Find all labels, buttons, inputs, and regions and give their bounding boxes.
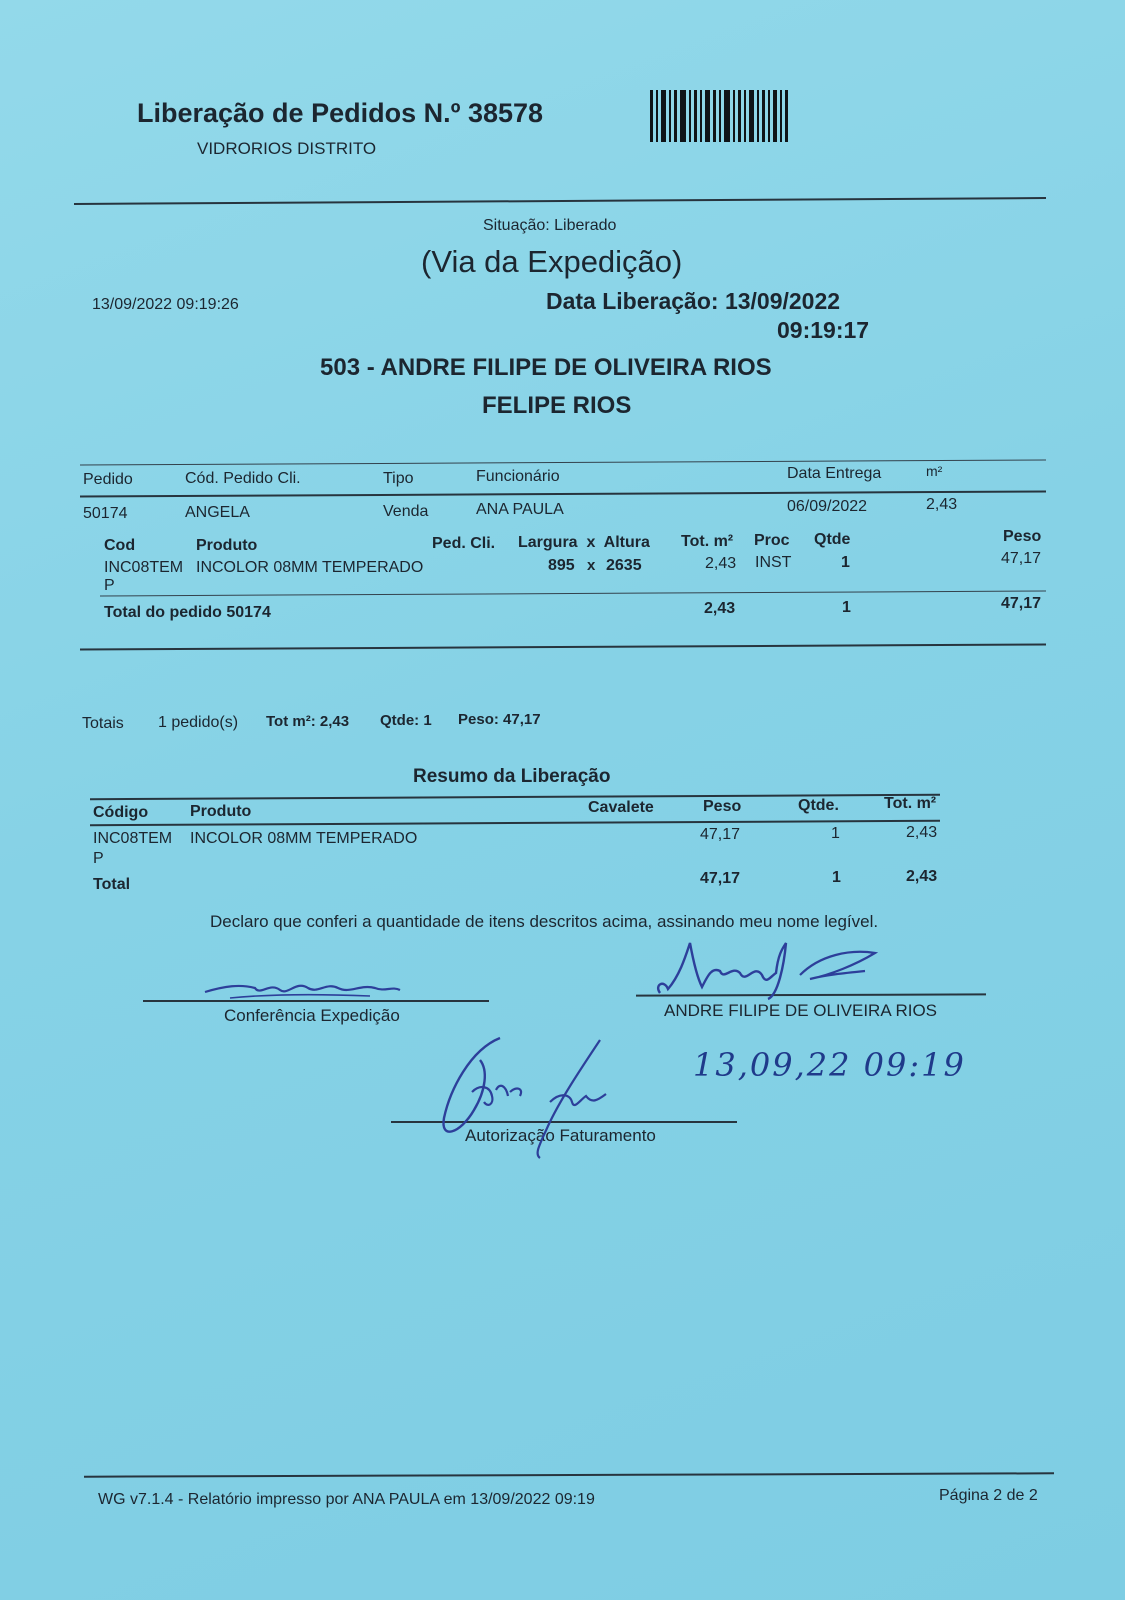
sig-line-conferencia	[143, 1000, 489, 1002]
order-funcionario: ANA PAULA	[476, 501, 564, 518]
data-liberacao: Data Liberação: 13/09/2022	[546, 288, 841, 314]
item-largura: 895	[548, 557, 575, 574]
col-cod-pedido-cli: Cód. Pedido Cli.	[185, 470, 301, 487]
sig-label-cliente: ANDRE FILIPE DE OLIVEIRA RIOS	[664, 1001, 938, 1020]
resumo-total-label: Total	[93, 876, 131, 893]
col-pedido: Pedido	[83, 471, 133, 488]
sig-label-conferencia: Conferência Expedição	[224, 1006, 400, 1025]
item-col-ped-cli: Ped. Cli.	[432, 535, 496, 552]
item-proc: INST	[755, 554, 792, 571]
item-col-peso: Peso	[1003, 528, 1042, 545]
resumo-total-tot-m2: 2,43	[906, 868, 938, 885]
sig-line-autorizacao	[391, 1121, 737, 1123]
data-liberacao-time: 09:19:17	[777, 317, 870, 343]
resumo-col-produto: Produto	[190, 803, 252, 820]
order-total-m2: 2,43	[704, 600, 736, 617]
totais-qtde: Qtde: 1	[380, 712, 432, 729]
totais-pedidos: 1 pedido(s)	[158, 714, 239, 731]
declaration: Declaro que conferi a quantidade de itens descritos acima, assinando meu nome legível.	[210, 912, 879, 931]
item-col-qtde: Qtde	[814, 531, 851, 548]
resumo-col-peso: Peso	[703, 798, 742, 815]
resumo-col-codigo: Código	[93, 804, 149, 821]
resumo-col-cavalete: Cavalete	[588, 799, 654, 816]
item-col-largura-altura: Largura x Altura	[518, 534, 650, 551]
report-title: Liberação de Pedidos N.º 38578	[137, 98, 544, 128]
item-col-produto: Produto	[196, 537, 258, 554]
totais-label: Totais	[82, 715, 124, 732]
item-col-tot-m2: Tot. m²	[681, 533, 734, 550]
order-total-qtde: 1	[842, 599, 851, 616]
item-col-proc: Proc	[754, 532, 790, 549]
col-funcionario: Funcionário	[476, 468, 560, 485]
item-qtde: 1	[841, 554, 850, 571]
resumo-title: Resumo da Liberação	[413, 766, 611, 787]
footer-page: Página 2 de 2	[939, 1487, 1038, 1504]
resumo-total-peso: 47,17	[700, 870, 741, 887]
resumo-produto: INCOLOR 08MM TEMPERADO	[190, 830, 418, 847]
order-total-peso: 47,17	[1001, 595, 1042, 612]
resumo-codigo: INC08TEM	[93, 830, 173, 847]
order-m2: 2,43	[926, 496, 958, 513]
resumo-col-qtde: Qtde.	[798, 797, 839, 814]
col-tipo: Tipo	[383, 470, 414, 487]
resumo-qtde: 1	[831, 825, 840, 842]
print-datetime: 13/09/2022 09:19:26	[92, 296, 239, 313]
sig-label-autorizacao: Autorização Faturamento	[465, 1126, 656, 1145]
client-alias: FELIPE RIOS	[482, 392, 632, 419]
header-divider	[74, 197, 1046, 205]
item-altura: 2635	[606, 557, 642, 574]
col-m2: m²	[926, 463, 943, 479]
footer-left: WG v7.1.4 - Relatório impresso por ANA PAULA em 13/09/2022 09:19	[98, 1491, 595, 1508]
resumo-codigo-cont: P	[93, 850, 104, 867]
client-name: 503 - ANDRE FILIPE DE OLIVEIRA RIOS	[320, 354, 772, 381]
item-cod-cont: P	[104, 577, 115, 594]
resumo-peso: 47,17	[700, 826, 741, 843]
totais-tot-m2: Tot m²: 2,43	[266, 713, 350, 730]
item-tot-m2: 2,43	[705, 555, 737, 572]
item-cod: INC08TEM	[104, 559, 184, 576]
order-total-label: Total do pedido 50174	[104, 604, 271, 621]
totais-peso: Peso: 47,17	[458, 711, 541, 728]
sig-line-cliente	[636, 993, 986, 996]
col-data-entrega: Data Entrega	[787, 465, 882, 482]
signature-conferencia	[200, 970, 410, 1010]
resumo-col-tot-m2: Tot. m²	[884, 795, 937, 812]
item-peso: 47,17	[1001, 550, 1042, 567]
order-bottom-rule	[80, 643, 1046, 650]
order-header-rule	[80, 490, 1046, 497]
order-tipo: Venda	[383, 503, 429, 520]
footer-rule	[84, 1472, 1054, 1477]
order-total-rule	[100, 591, 1046, 597]
handwritten-date: 13,09,22 09:19	[693, 1046, 966, 1084]
situacao: Situação: Liberado	[483, 217, 617, 234]
item-x: x	[587, 557, 596, 574]
resumo-total-qtde: 1	[832, 869, 841, 886]
order-data-entrega: 06/09/2022	[787, 498, 868, 515]
item-col-cod: Cod	[104, 537, 136, 554]
order-top-rule	[80, 459, 1046, 465]
resumo-tot-m2: 2,43	[906, 824, 938, 841]
barcode	[650, 90, 822, 142]
order-pedido: 50174	[83, 505, 128, 522]
company-name: VIDRORIOS DISTRITO	[197, 139, 377, 158]
via-label: (Via da Expedição)	[421, 244, 683, 279]
item-produto: INCOLOR 08MM TEMPERADO	[196, 559, 424, 576]
order-cod-cli: ANGELA	[185, 504, 250, 521]
